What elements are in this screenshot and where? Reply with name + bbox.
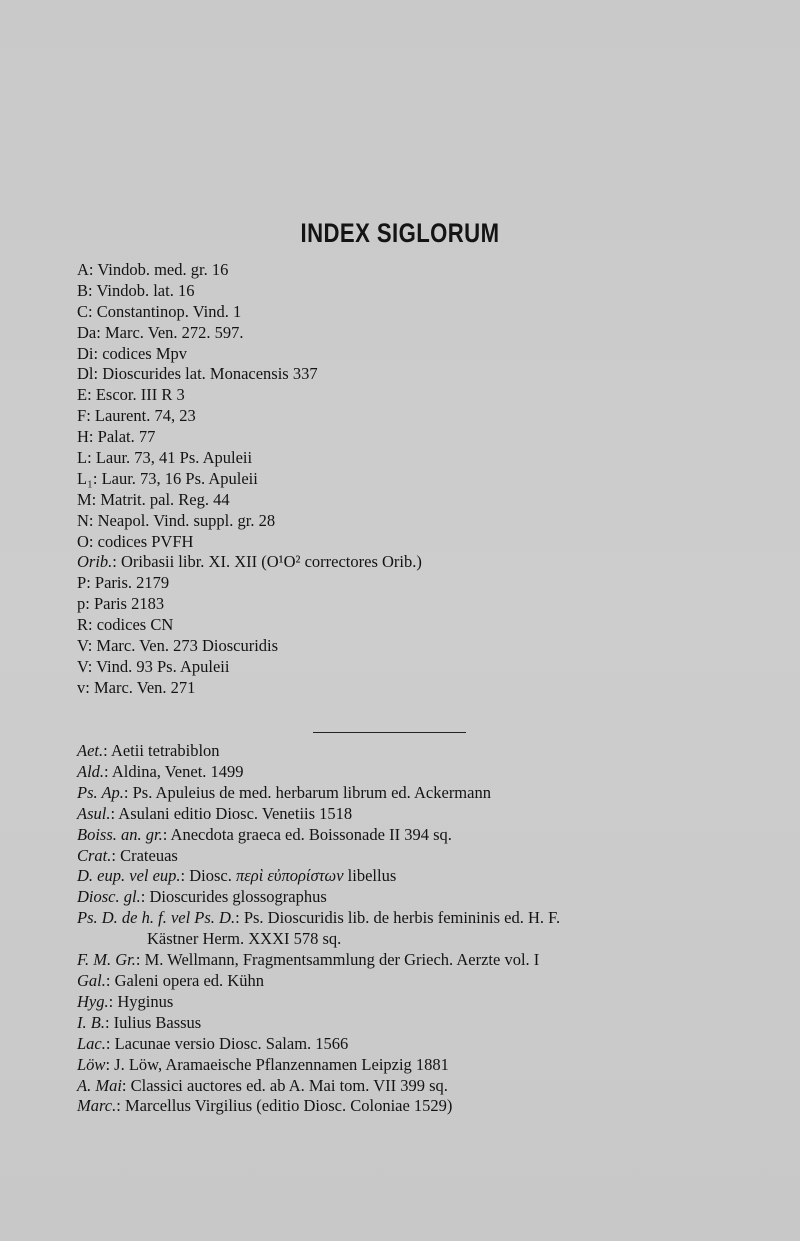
abbreviation-separator: : bbox=[105, 1054, 115, 1074]
siglum-separator: : bbox=[88, 301, 97, 321]
abbreviation-key: Marc. bbox=[77, 1096, 117, 1116]
section-divider bbox=[313, 732, 466, 733]
siglum-entry bbox=[77, 490, 422, 511]
abbreviation-key: I. B. bbox=[77, 1012, 105, 1032]
siglum-code: O bbox=[77, 531, 89, 551]
abbreviation-entry bbox=[77, 825, 560, 846]
abbreviation-text: Galeni opera ed. Kühn bbox=[114, 970, 264, 990]
abbreviation-entry bbox=[77, 908, 560, 950]
siglum-separator: : bbox=[88, 531, 98, 551]
abbreviation-key: Ps. Ap. bbox=[77, 782, 124, 802]
siglum-separator: : bbox=[88, 510, 98, 530]
siglum-code: Di bbox=[77, 343, 94, 363]
siglum-description: Vindob. med. gr. 16 bbox=[97, 260, 229, 279]
abbreviation-entry bbox=[77, 762, 560, 783]
abbreviation-separator: : bbox=[105, 970, 115, 990]
siglum-entry bbox=[77, 615, 422, 636]
abbreviation-key: Crat. bbox=[77, 845, 112, 865]
siglum-entry bbox=[77, 406, 422, 427]
siglum-description: Paris. 2179 bbox=[94, 573, 170, 593]
siglum-entry bbox=[77, 302, 422, 323]
siglum-entry bbox=[77, 260, 422, 281]
abbreviation-text: J. Löw, Aramaeische Pflanzennamen Leipzig 1881 bbox=[114, 1054, 449, 1074]
siglum-description: Dioscurides lat. Monacensis 337 bbox=[102, 364, 318, 384]
siglum-code: A bbox=[77, 260, 89, 279]
siglum-separator: : bbox=[87, 656, 97, 676]
abbreviation-greek: περὶ εὐπορίστων bbox=[236, 866, 344, 886]
siglum-separator: : bbox=[88, 280, 97, 300]
siglum-separator: : bbox=[87, 448, 96, 468]
abbreviation-entry bbox=[77, 992, 560, 1013]
abbreviation-key: Diosc. gl. bbox=[77, 887, 141, 907]
abbreviations-list bbox=[77, 741, 560, 1117]
abbreviation-continuation: Kästner Herm. XXXI 578 sq. bbox=[147, 929, 342, 949]
abbreviation-separator: : bbox=[140, 887, 150, 907]
abbreviation-key: Hyg. bbox=[77, 991, 109, 1011]
abbreviation-text: Diosc. bbox=[189, 866, 237, 886]
siglum-code: L₁ bbox=[77, 468, 93, 488]
siglum-separator: : bbox=[88, 427, 98, 447]
siglum-entry bbox=[77, 573, 422, 594]
abbreviation-text: Hyginus bbox=[117, 991, 174, 1011]
abbreviation-text: Anecdota graeca ed. Boissonade II 394 sq. bbox=[170, 824, 452, 844]
abbreviation-separator: : bbox=[123, 782, 133, 802]
siglum-code: B bbox=[77, 280, 89, 300]
abbreviation-key: A. Mai bbox=[77, 1075, 122, 1095]
abbreviation-entry bbox=[77, 1034, 560, 1055]
abbreviation-key: F. M. Gr. bbox=[77, 950, 136, 970]
siglum-entry bbox=[77, 427, 422, 448]
siglum-separator: : bbox=[96, 322, 105, 342]
siglum-code: H bbox=[77, 427, 89, 447]
abbreviation-entry bbox=[77, 1013, 560, 1034]
siglum-code: P bbox=[77, 573, 87, 593]
abbreviation-text: Ps. Dioscuridis lib. de herbis femininis ed. H. F. bbox=[243, 908, 561, 928]
abbreviation-entry bbox=[77, 887, 560, 908]
siglum-code: v bbox=[77, 677, 86, 697]
abbreviation-key: Ps. D. de h. f. vel Ps. D. bbox=[77, 908, 236, 928]
siglum-entry bbox=[77, 657, 422, 678]
abbreviation-text: Classici auctores ed. ab A. Mai tom. VII 399 sq. bbox=[130, 1075, 448, 1095]
siglum-code: Dl bbox=[77, 364, 94, 384]
siglum-entry bbox=[77, 469, 422, 490]
siglum-description: Vind. 93 Ps. Apuleii bbox=[96, 656, 230, 676]
abbreviation-entry bbox=[77, 804, 560, 825]
abbreviation-separator: : bbox=[104, 1012, 114, 1032]
abbreviation-key: Boiss. an. gr. bbox=[77, 824, 163, 844]
siglum-separator: : bbox=[87, 385, 96, 405]
siglum-separator: : bbox=[86, 573, 95, 593]
abbreviation-separator: : bbox=[162, 824, 171, 844]
siglum-description: codices PVFH bbox=[97, 531, 194, 551]
abbreviation-separator: : bbox=[180, 866, 190, 886]
abbreviation-text: Iulius Bassus bbox=[113, 1012, 202, 1032]
abbreviation-key: Asul. bbox=[77, 803, 111, 823]
abbreviation-entry bbox=[77, 1076, 560, 1097]
abbreviation-entry bbox=[77, 866, 560, 887]
siglum-separator: : bbox=[91, 489, 101, 509]
siglum-description: Laur. 73, 16 Ps. Apuleii bbox=[101, 468, 258, 488]
siglum-description: Palat. 77 bbox=[97, 427, 156, 447]
siglum-entry bbox=[77, 344, 422, 365]
siglum-code: N bbox=[77, 510, 89, 530]
abbreviation-text: Ps. Apuleius de med. herbarum librum ed. Ackermann bbox=[132, 782, 491, 802]
siglum-description: Paris 2183 bbox=[93, 594, 165, 614]
siglum-code: C bbox=[77, 301, 89, 321]
siglum-code: Orib. bbox=[77, 552, 113, 572]
abbreviation-separator: : bbox=[121, 1075, 131, 1095]
siglum-description: Vindob. lat. 16 bbox=[96, 280, 195, 300]
siglum-separator: : bbox=[87, 636, 97, 656]
siglum-entry bbox=[77, 636, 422, 657]
abbreviation-text-after: libellus bbox=[343, 866, 397, 886]
siglum-description: Marc. Ven. 271 bbox=[93, 677, 196, 697]
siglum-code: p bbox=[77, 594, 86, 614]
siglum-separator: : bbox=[88, 615, 97, 635]
siglum-separator: : bbox=[88, 260, 98, 279]
abbreviation-text: Dioscurides glossographus bbox=[149, 887, 327, 907]
siglum-entry bbox=[77, 281, 422, 302]
siglum-code: E bbox=[77, 385, 88, 405]
siglum-description: Neapol. Vind. suppl. gr. 28 bbox=[97, 510, 276, 530]
abbreviation-text: Aldina, Venet. 1499 bbox=[111, 761, 244, 781]
siglum-separator: : bbox=[93, 364, 103, 384]
siglum-description: Marc. Ven. 273 Dioscuridis bbox=[96, 636, 279, 656]
sigla-list bbox=[77, 260, 422, 699]
siglum-code: F bbox=[77, 406, 87, 426]
siglum-description: Oribasii libr. XI. XII (O¹O² correctores Orib.) bbox=[121, 552, 422, 572]
siglum-entry bbox=[77, 385, 422, 406]
abbreviation-separator: : bbox=[135, 950, 145, 970]
siglum-description: codices CN bbox=[96, 615, 174, 635]
abbreviation-key: Lac. bbox=[77, 1033, 106, 1053]
abbreviation-separator: : bbox=[105, 1033, 115, 1053]
abbreviation-entry bbox=[77, 741, 560, 762]
siglum-separator: : bbox=[112, 552, 122, 572]
abbreviation-text: Lacunae versio Diosc. Salam. 1566 bbox=[114, 1033, 349, 1053]
siglum-description: codices Mpv bbox=[102, 343, 187, 363]
abbreviation-separator: : bbox=[110, 803, 119, 823]
abbreviation-text: Aetii tetrabiblon bbox=[110, 741, 220, 760]
siglum-description: Matrit. pal. Reg. 44 bbox=[100, 489, 230, 509]
abbreviation-separator: : bbox=[116, 1096, 125, 1116]
abbreviation-key: Gal. bbox=[77, 970, 106, 990]
abbreviation-key: Löw bbox=[77, 1054, 106, 1074]
abbreviation-separator: : bbox=[104, 761, 112, 781]
siglum-code: V bbox=[77, 636, 88, 656]
abbreviation-key: D. eup. vel eup. bbox=[77, 866, 181, 886]
abbreviation-text: Asulani editio Diosc. Venetiis 1518 bbox=[118, 803, 353, 823]
siglum-entry bbox=[77, 678, 422, 699]
abbreviation-entry bbox=[77, 971, 560, 992]
siglum-separator: : bbox=[85, 594, 94, 614]
abbreviation-separator: : bbox=[103, 741, 111, 760]
abbreviation-entry bbox=[77, 1096, 560, 1117]
siglum-entry bbox=[77, 532, 422, 553]
siglum-code: M bbox=[77, 489, 92, 509]
siglum-separator: : bbox=[86, 406, 95, 426]
abbreviation-text: Crateuas bbox=[120, 845, 178, 865]
siglum-separator: : bbox=[93, 343, 103, 363]
abbreviation-separator: : bbox=[108, 991, 118, 1011]
siglum-entry bbox=[77, 364, 422, 385]
abbreviation-separator: : bbox=[235, 908, 244, 928]
siglum-code: L bbox=[77, 448, 88, 468]
siglum-entry bbox=[77, 552, 422, 573]
abbreviation-text: Marcellus Virgilius (editio Diosc. Coloniae 1529) bbox=[124, 1096, 453, 1116]
siglum-code: V bbox=[77, 656, 88, 676]
abbreviation-text: M. Wellmann, Fragmentsammlung der Griech. Aerzte vol. I bbox=[144, 950, 540, 970]
abbreviation-separator: : bbox=[111, 845, 121, 865]
siglum-code: Da bbox=[77, 322, 97, 342]
abbreviation-entry bbox=[77, 846, 560, 867]
siglum-description: Constantinop. Vind. 1 bbox=[96, 301, 242, 321]
abbreviation-entry bbox=[77, 1055, 560, 1076]
siglum-separator: : bbox=[92, 468, 102, 488]
page-title: INDEX SIGLORUM bbox=[300, 218, 500, 248]
siglum-separator: : bbox=[85, 677, 94, 697]
siglum-entry bbox=[77, 448, 422, 469]
siglum-entry bbox=[77, 323, 422, 344]
siglum-description: Laurent. 74, 23 bbox=[94, 406, 196, 426]
siglum-description: Laur. 73, 41 Ps. Apuleii bbox=[95, 448, 253, 468]
abbreviation-entry bbox=[77, 783, 560, 804]
siglum-description: Marc. Ven. 272. 597. bbox=[104, 322, 244, 342]
siglum-entry bbox=[77, 511, 422, 532]
siglum-code: R bbox=[77, 615, 89, 635]
abbreviation-key: Aet. bbox=[77, 741, 104, 760]
siglum-entry bbox=[77, 594, 422, 615]
siglum-description: Escor. III R 3 bbox=[95, 385, 185, 405]
abbreviation-key: Ald. bbox=[77, 761, 105, 781]
abbreviation-entry bbox=[77, 950, 560, 971]
